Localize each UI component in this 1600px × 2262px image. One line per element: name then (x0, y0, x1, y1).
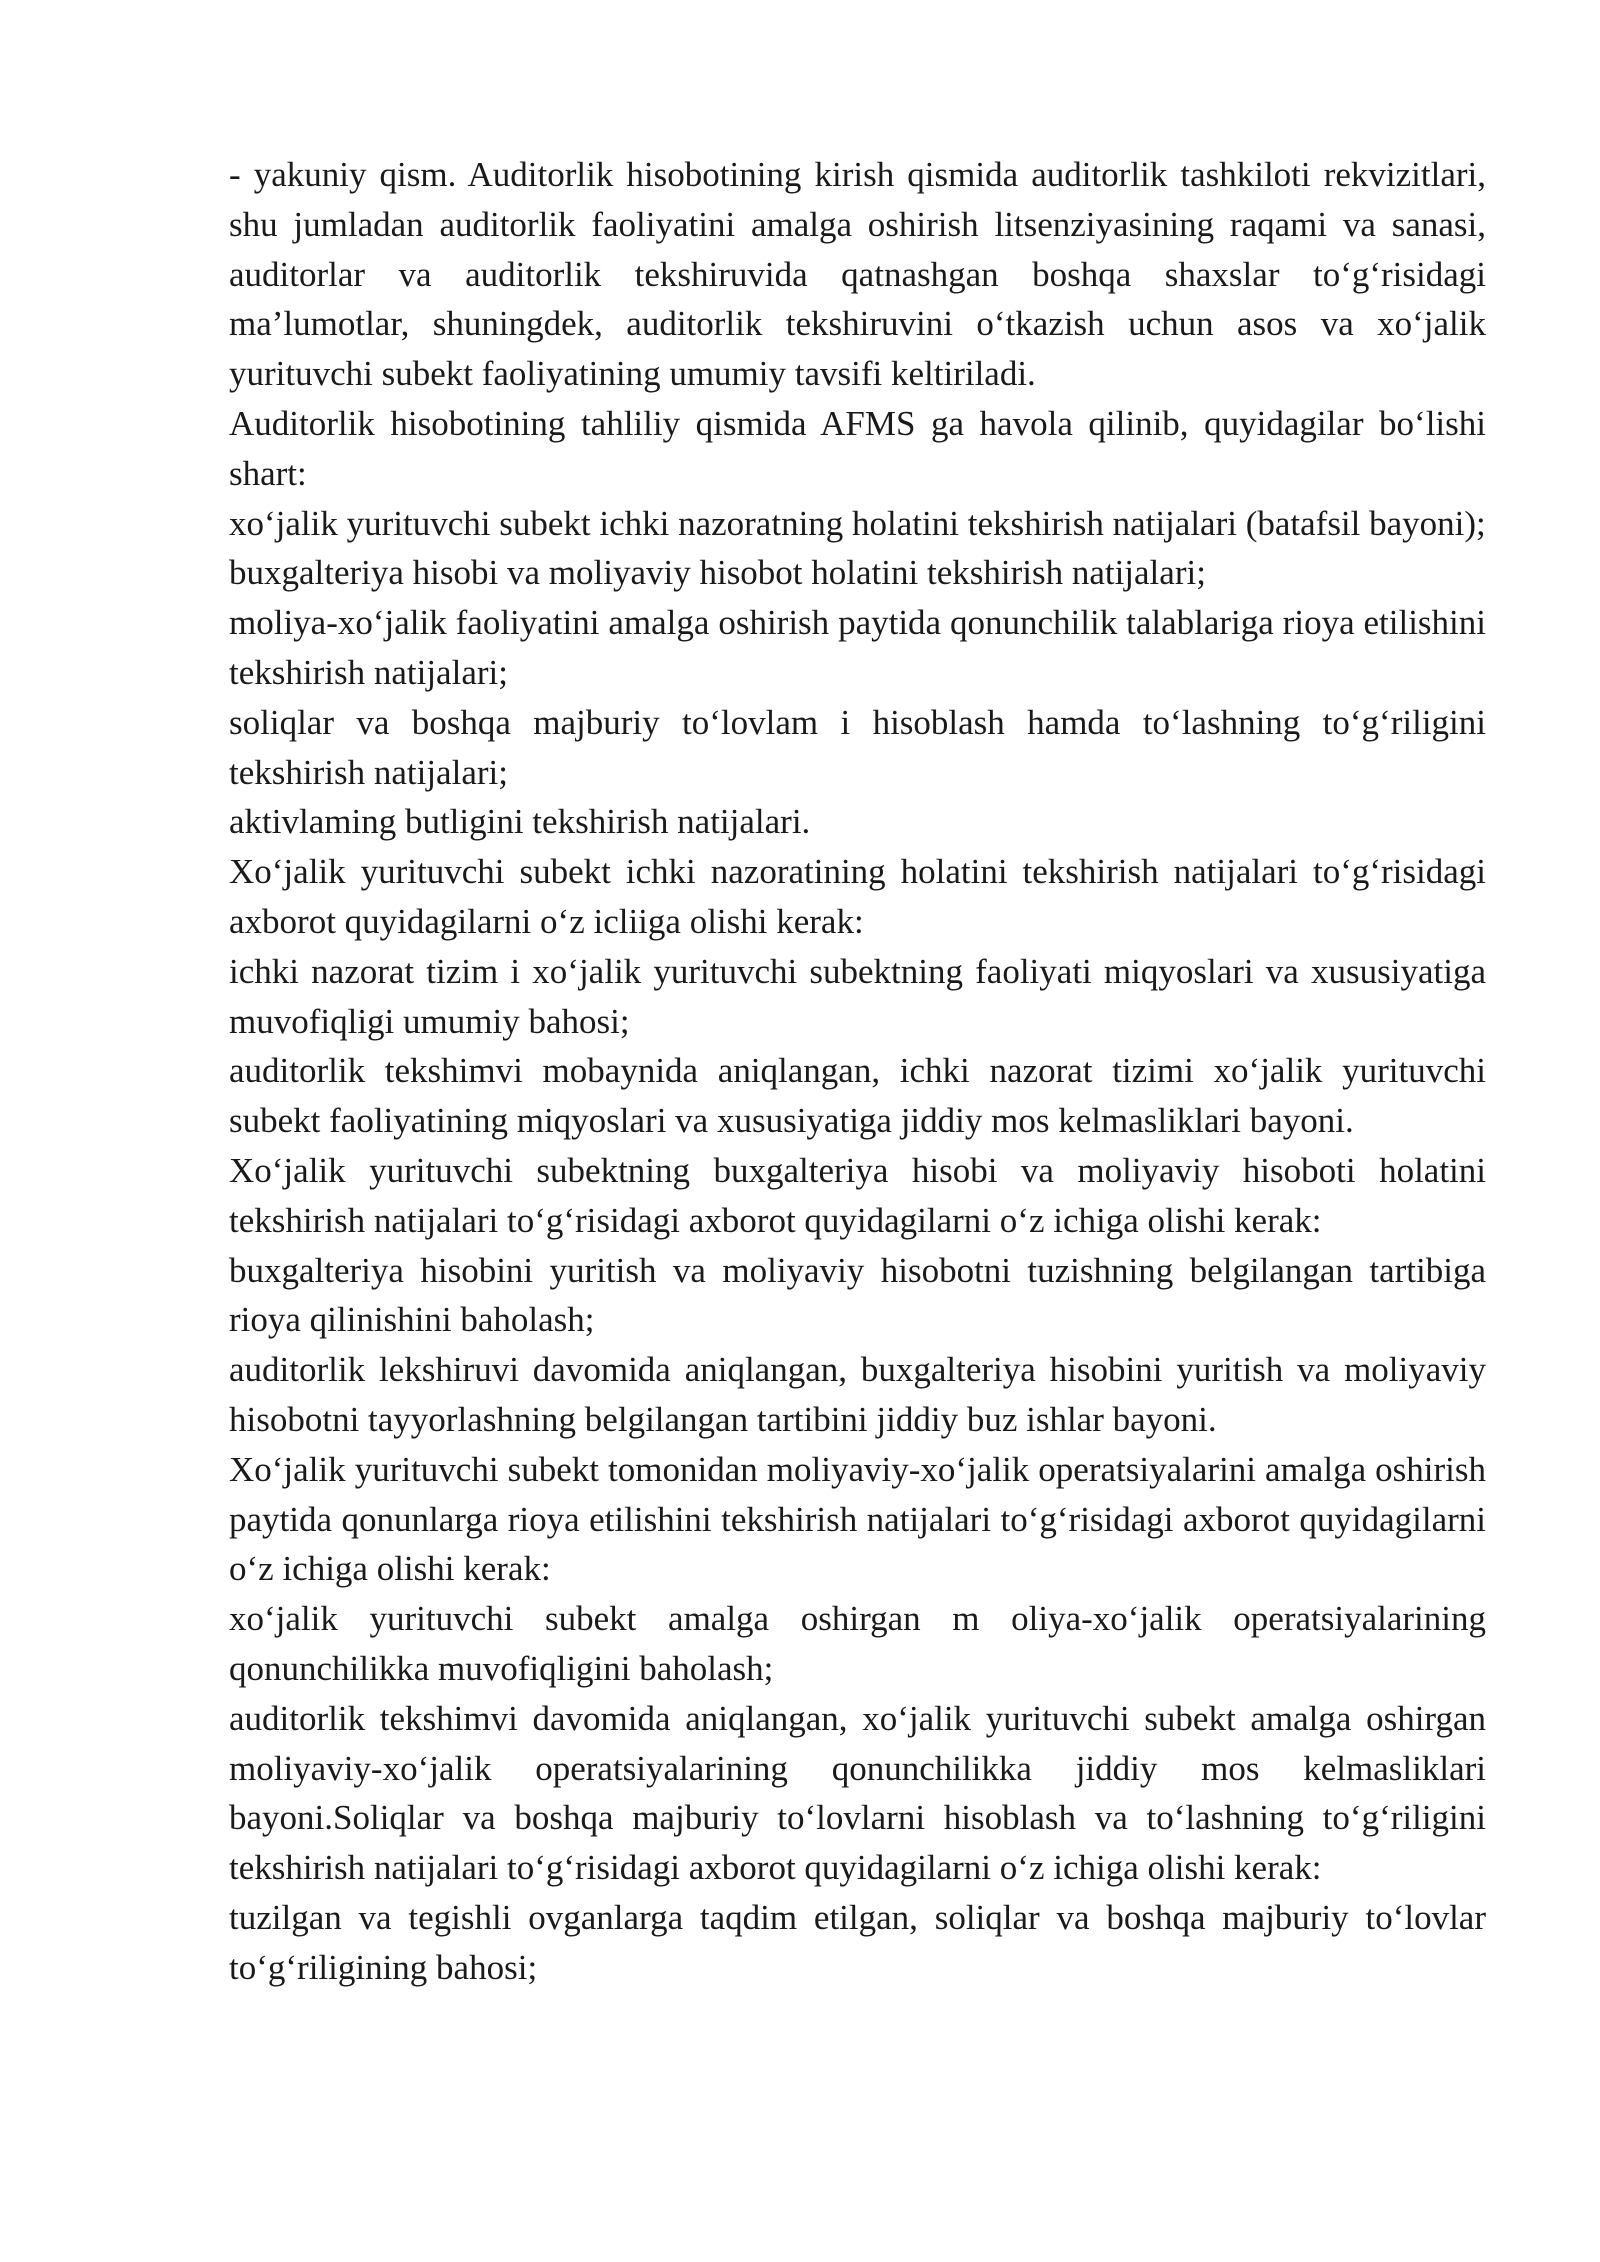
list-item-control-mismatches: auditorlik tekshimvi mobaynida aniqlangan, ichki nazorat tizimi xo‘jalik yurituvchi subekt faoliyatining miqyoslari va xususiyatiga jiddiy mos kelmasliklari bayoni. (229, 1051, 1486, 1141)
list-item-legal-compliance-results: moliya-xo‘jalik faoliyatini amalga oshirish paytida qonunchilik talablariga rioya etilishini tekshirish natijalari; (229, 603, 1486, 692)
list-item-tax-assessment: tuzilgan va tegishli ovganlarga taqdim etilgan, soliqlar va boshqa majburiy to‘lovlar to‘g‘riligining bahosi; (229, 1897, 1486, 1987)
paragraph-accounting-info: Xo‘jalik yurituvchi subektning buxgalteriya hisobi va moliyaviy hisoboti holatini tekshirish natijalari to‘g‘risidagi axborot quyidagilarni o‘z ichiga olishi kerak: (229, 1150, 1486, 1240)
paragraph-analytical-part: Auditorlik hisobotining tahliliy qismida AFMS ga havola qilinib, quyidagilar bo‘lishi shart: (229, 403, 1486, 493)
document-page (229, 150, 1486, 1992)
list-item-accounting-results: buxgalteriya hisobi va moliyaviy hisobot holatini tekshirish natijalari; (229, 553, 1206, 593)
list-item-accounting-assessment: buxgalteriya hisobini yuritish va moliyaviy hisobotni tuzishning belgilangan tartibiga rioya qilinishini baholash; (229, 1250, 1486, 1340)
paragraph-report-intro: - yakuniy qism. Auditorlik hisobotining kirish qismida auditorlik tashkiloti rekvizitlari, shu jumladan auditorlik faoliyatini amalga oshirish litsenziyasining raqami va sanasi, auditorlar va auditorlik tekshiruvida qatnashgan boshqa shaxslar to‘g‘risidagi ma’lumotlar, shuningdek, auditorlik tekshiruvini o‘tkazish uchun asos va xo‘jalik yurituvchi subekt faoliyatining umumiy tavsifi keltiriladi. (229, 155, 1486, 394)
list-item-control-assessment: ichki nazorat tizim i xo‘jalik yurituvchi subektning faoliyati miqyoslari va xususiyatiga muvofiqligi umumiy bahosi; (229, 951, 1486, 1041)
list-item-tax-results: soliqlar va boshqa majburiy to‘lovlam i hisoblash hamda to‘lashning to‘g‘riligini tekshirish natijalari; (229, 702, 1486, 792)
list-item-internal-control-results: xo‘jalik yurituvchi subekt ichki nazoratning holatini tekshirish natijalari (batafsil bayoni); (229, 503, 1486, 543)
paragraph-internal-control-info: Xo‘jalik yurituvchi subekt ichki nazoratining holatini tekshirish natijalari to‘g‘risidagi axborot quyidagilarni o‘z icliiga olishi kerak: (229, 852, 1486, 941)
list-item-operations-assessment: xo‘jalik yurituvchi subekt amalga oshirgan m oliya-xo‘jalik operatsiyalarining qonunchilikka muvofiqligini baholash; (229, 1599, 1486, 1688)
paragraph-legal-compliance-info: Xo‘jalik yurituvchi subekt tomonidan moliyaviy-xo‘jalik operatsiyalarini amalga oshirish paytida qonunlarga rioya etilishini tekshirish natijalari to‘g‘risidagi axborot quyidagilarni o‘z ichiga olishi kerak: (229, 1449, 1486, 1589)
list-item-operations-mismatches: auditorlik tekshimvi davomida aniqlangan, xo‘jalik yurituvchi subekt amalga oshirgan moliyaviy-xo‘jalik operatsiyalarining qonunchilikka jiddiy mos kelmasliklari bayoni.Soliqlar va boshqa majburiy to‘lovlarni hisoblash va to‘lashning to‘g‘riligini tekshirish natijalari to‘g‘risidagi axborot quyidagilarni o‘z ichiga olishi kerak: (229, 1698, 1486, 1888)
list-item-assets-results: aktivlaming butligini tekshirish natijalari. (229, 802, 811, 842)
list-item-accounting-violations: auditorlik lekshiruvi davomida aniqlangan, buxgalteriya hisobini yuritish va moliyaviy hisobotni tayyorlashning belgilangan tartibini jiddiy buz ishlar bayoni. (229, 1350, 1486, 1439)
